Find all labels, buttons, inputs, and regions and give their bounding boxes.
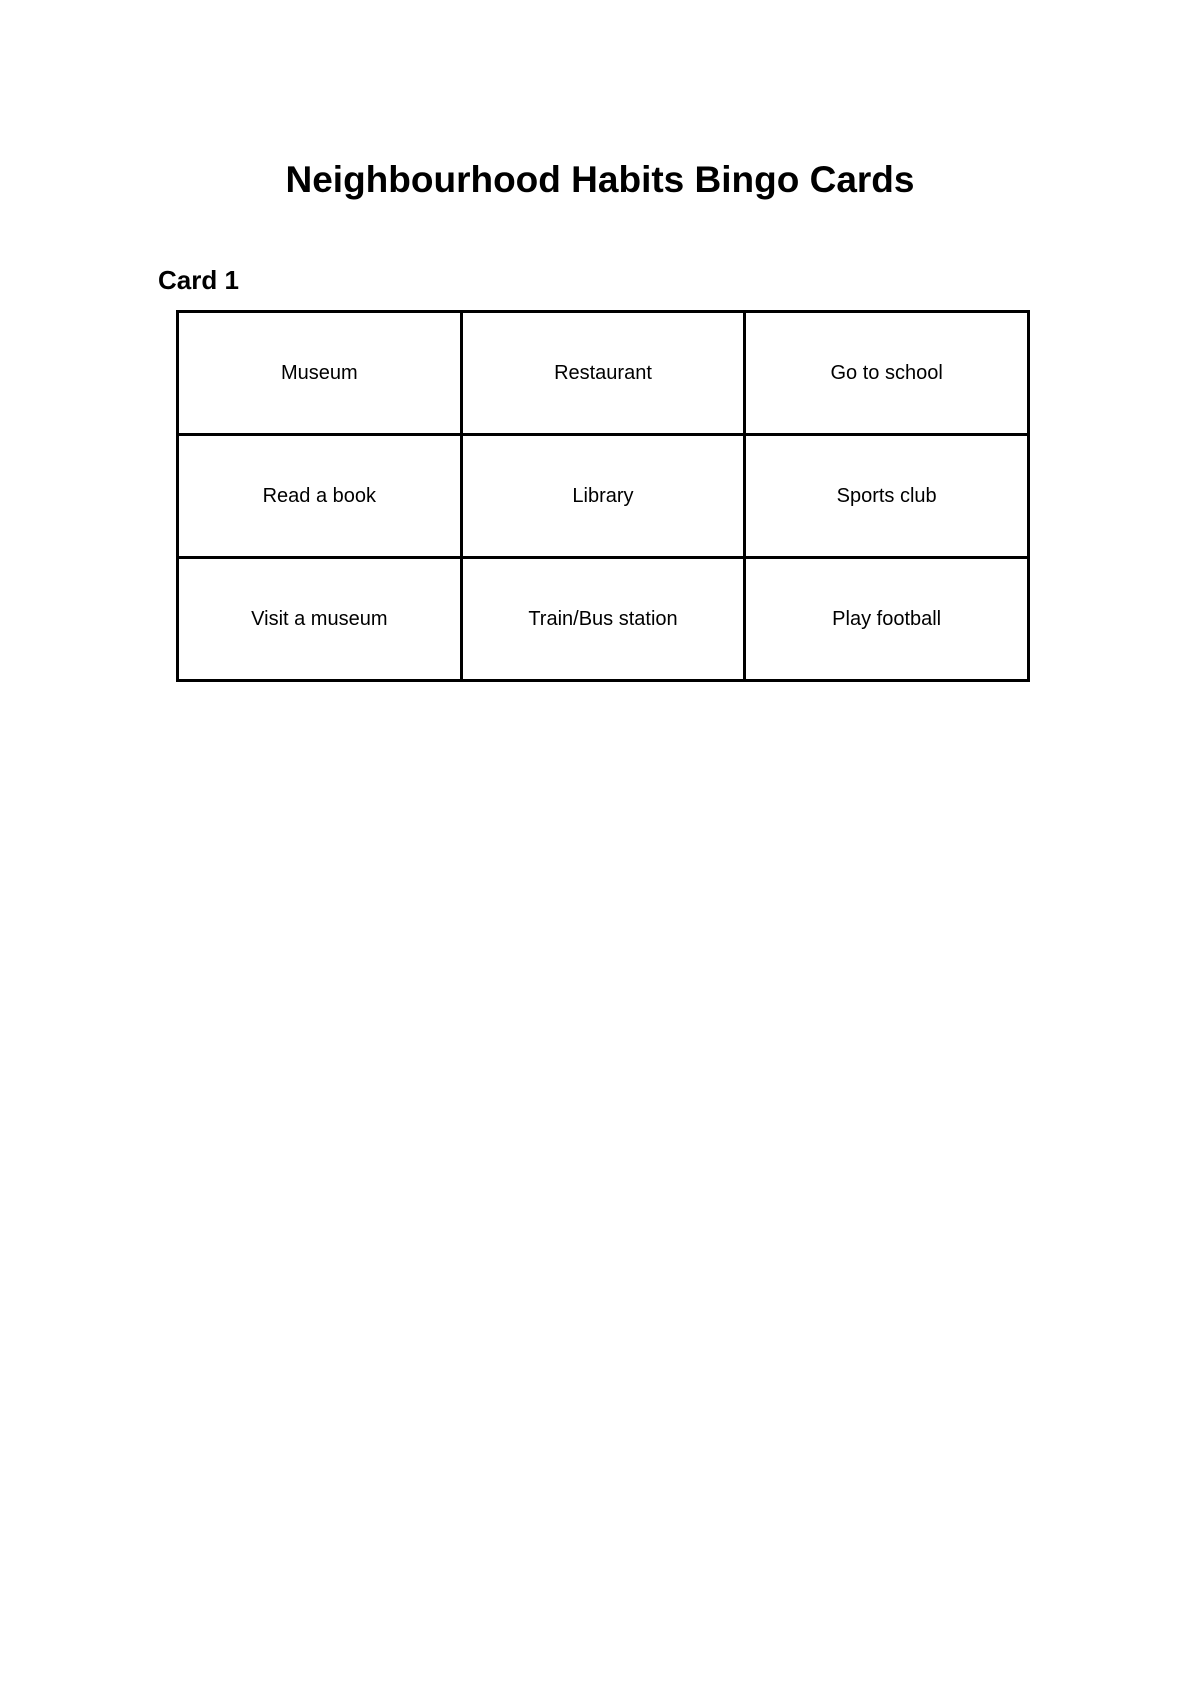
bingo-cell: Train/Bus station (461, 558, 745, 681)
bingo-cell: Museum (178, 312, 462, 435)
bingo-card-grid (176, 310, 1030, 682)
bingo-cell: Play football (745, 558, 1029, 681)
bingo-row (178, 312, 1029, 435)
bingo-row (178, 558, 1029, 681)
bingo-cell: Restaurant (461, 312, 745, 435)
bingo-row (178, 435, 1029, 558)
bingo-cell: Sports club (745, 435, 1029, 558)
page-title: Neighbourhood Habits Bingo Cards (285, 159, 915, 200)
bingo-cell: Visit a museum (178, 558, 462, 681)
card-heading: Card 1 (158, 265, 239, 295)
bingo-cell: Go to school (745, 312, 1029, 435)
bingo-cell: Read a book (178, 435, 462, 558)
bingo-cell: Library (461, 435, 745, 558)
